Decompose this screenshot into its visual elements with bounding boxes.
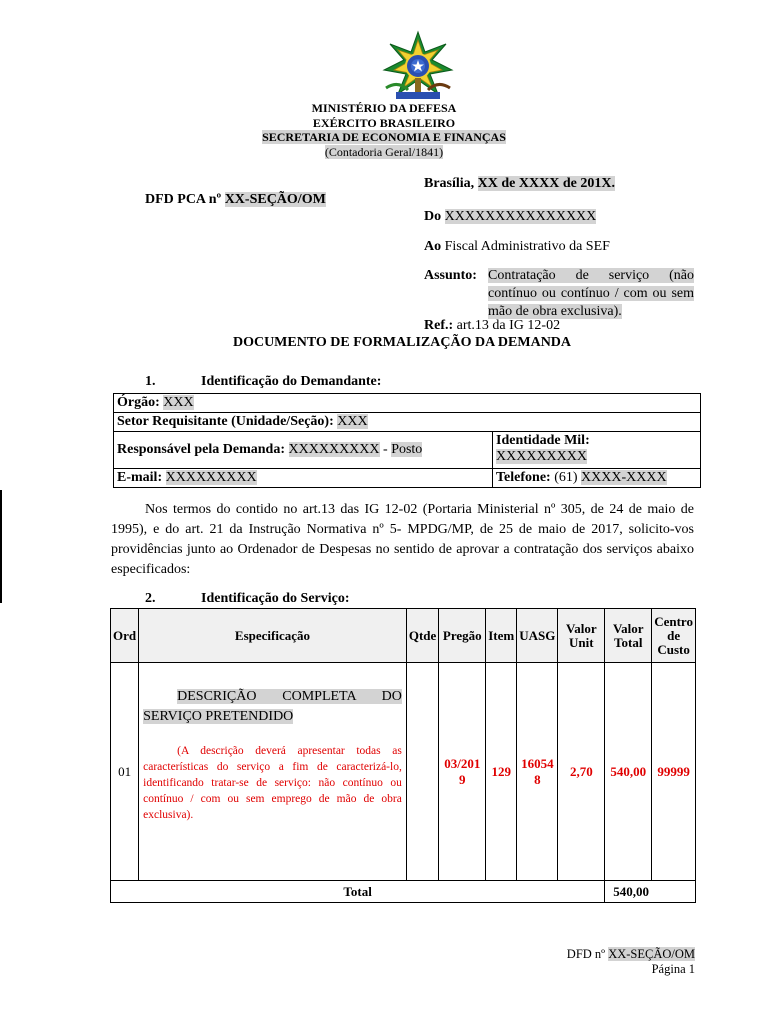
subject-value-block (488, 267, 694, 321)
setor-cell (114, 413, 701, 432)
item-qtde (406, 663, 438, 881)
secretariat-text: SECRETARIA DE ECONOMIA E FINANÇAS (262, 130, 506, 144)
body-paragraph: Nos termos do contido no art.13 das IG 12-02 (Portaria Ministerial nº 305, de 24 de maio de 1995), e do art. 21 da Instrução Normativa nº 5- MPDG/MP, de 25 de maio de 2017, solicito-vos providências junto ao Ordenador de Despesas no sentido de aprovar a contratação dos serviços abaixo especificados: (111, 502, 694, 577)
section2-title: Identificação do Serviço: (201, 591, 350, 606)
servico-item-row (111, 663, 696, 881)
subject-value: Contratação de serviço (não contínuo ou contínuo / com ou sem mão de obra exclusiva). (488, 268, 694, 319)
demandante-table (113, 393, 701, 488)
col-item: Item (486, 609, 517, 663)
document-title: DOCUMENTO DE FORMALIZAÇÃO DA DEMANDA (232, 335, 572, 350)
item-pregao: 03/2019 (439, 663, 486, 881)
orgao-label: Órgão: (117, 395, 160, 410)
telefone-label: Telefone: (496, 470, 551, 485)
secretariat-heading (0, 130, 768, 145)
item-description-title-wrap (143, 687, 402, 727)
section1-number: 1. (145, 374, 156, 389)
col-valor-total: Valor Total (605, 609, 652, 663)
identidade-label: Identidade Mil: (496, 433, 590, 448)
responsavel-posto: Posto (391, 442, 423, 457)
footer-doc-ref (567, 947, 695, 962)
servico-header-row (111, 609, 696, 663)
contadoria-text: (Contadoria Geral/1841) (324, 144, 444, 159)
col-centro-custo: Centro de Custo (652, 609, 696, 663)
item-item: 129 (486, 663, 517, 881)
col-valor-unit: Valor Unit (558, 609, 605, 663)
orgao-value: XXX (163, 395, 194, 410)
item-uasg: 160548 (517, 663, 558, 881)
email-value: XXXXXXXXX (165, 470, 257, 485)
footer-doc-value: XX-SEÇÃO/OM (608, 947, 695, 961)
col-uasg: UASG (517, 609, 558, 663)
ref-label: Ref.: (424, 318, 454, 333)
col-pregao: Pregão (439, 609, 486, 663)
responsavel-value: XXXXXXXXX (288, 442, 380, 457)
page-footer (567, 947, 695, 977)
telefone-cell (493, 469, 701, 488)
telefone-ddd: (61) (554, 470, 578, 485)
ref-line (424, 318, 560, 334)
responsavel-label: Responsável pela Demanda: (117, 442, 286, 457)
footer-doc-label: DFD nº (566, 947, 609, 961)
servico-total-row (111, 881, 696, 903)
item-description-title: DESCRIÇÃO COMPLETA DO SERVIÇO PRETENDIDO (143, 689, 402, 724)
ref-value: art.13 da IG 12-02 (456, 318, 561, 333)
section1-title: Identificação do Demandante: (201, 374, 382, 389)
subject-label: Assunto: (424, 268, 477, 283)
ministry-heading: MINISTÉRIO DA DEFESA (311, 101, 457, 115)
section2-number: 2. (145, 591, 156, 606)
item-valor-total: 540,00 (605, 663, 652, 881)
dfd-label: DFD PCA nº (145, 192, 225, 207)
footer-page-number: Página 1 (651, 962, 695, 976)
to-label: Ao (424, 239, 442, 254)
col-especificacao: Especificação (139, 609, 407, 663)
item-centro-custo: 99999 (652, 663, 696, 881)
item-ord: 01 (111, 663, 139, 881)
contact-row (114, 469, 701, 488)
email-cell (114, 469, 493, 488)
responsavel-cell (114, 432, 493, 469)
item-valor-unit: 2,70 (558, 663, 605, 881)
col-ord: Ord (111, 609, 139, 663)
setor-row (114, 413, 701, 432)
identidade-cell (493, 432, 701, 469)
orgao-row (114, 394, 701, 413)
setor-value: XXX (337, 414, 368, 429)
margin-marker (0, 490, 2, 603)
identidade-value: XXXXXXXXX (496, 449, 587, 464)
col-qtde: Qtde (406, 609, 438, 663)
dfd-value: XX-SEÇÃO/OM (224, 192, 326, 207)
total-label: Total (111, 881, 605, 903)
to-value: Fiscal Administrativo da SEF (444, 239, 610, 254)
total-value: 540,00 (605, 881, 696, 903)
contadoria-heading (0, 145, 768, 160)
servico-table (110, 608, 696, 903)
orgao-cell (114, 394, 701, 413)
item-description-note: (A descrição deverá apresentar todas as características do serviço a fim de caracterizá-lo, identificando tratar-se de serviço: não contínuo ou contínuo / com ou sem emprego de mão de obra exclusiva). (143, 745, 402, 821)
to-line (424, 239, 610, 255)
item-description-cell (139, 663, 407, 881)
email-label: E-mail: (117, 470, 163, 485)
date-value: XX de XXXX de 201X. (477, 176, 615, 191)
setor-label: Setor Requisitante (Unidade/Seção): (117, 414, 334, 429)
place-date (424, 176, 615, 192)
from-line (424, 209, 596, 225)
army-heading: EXÉRCITO BRASILEIRO (312, 115, 456, 130)
from-value: XXXXXXXXXXXXXXX (444, 209, 597, 224)
from-label: Do (424, 209, 442, 224)
responsavel-sep: - (379, 442, 392, 457)
telefone-value: XXXX-XXXX (581, 470, 667, 485)
coat-of-arms-emblem (378, 30, 458, 102)
dfd-reference (145, 192, 326, 208)
responsavel-row (114, 432, 701, 469)
place-label: Brasília, (424, 176, 478, 191)
